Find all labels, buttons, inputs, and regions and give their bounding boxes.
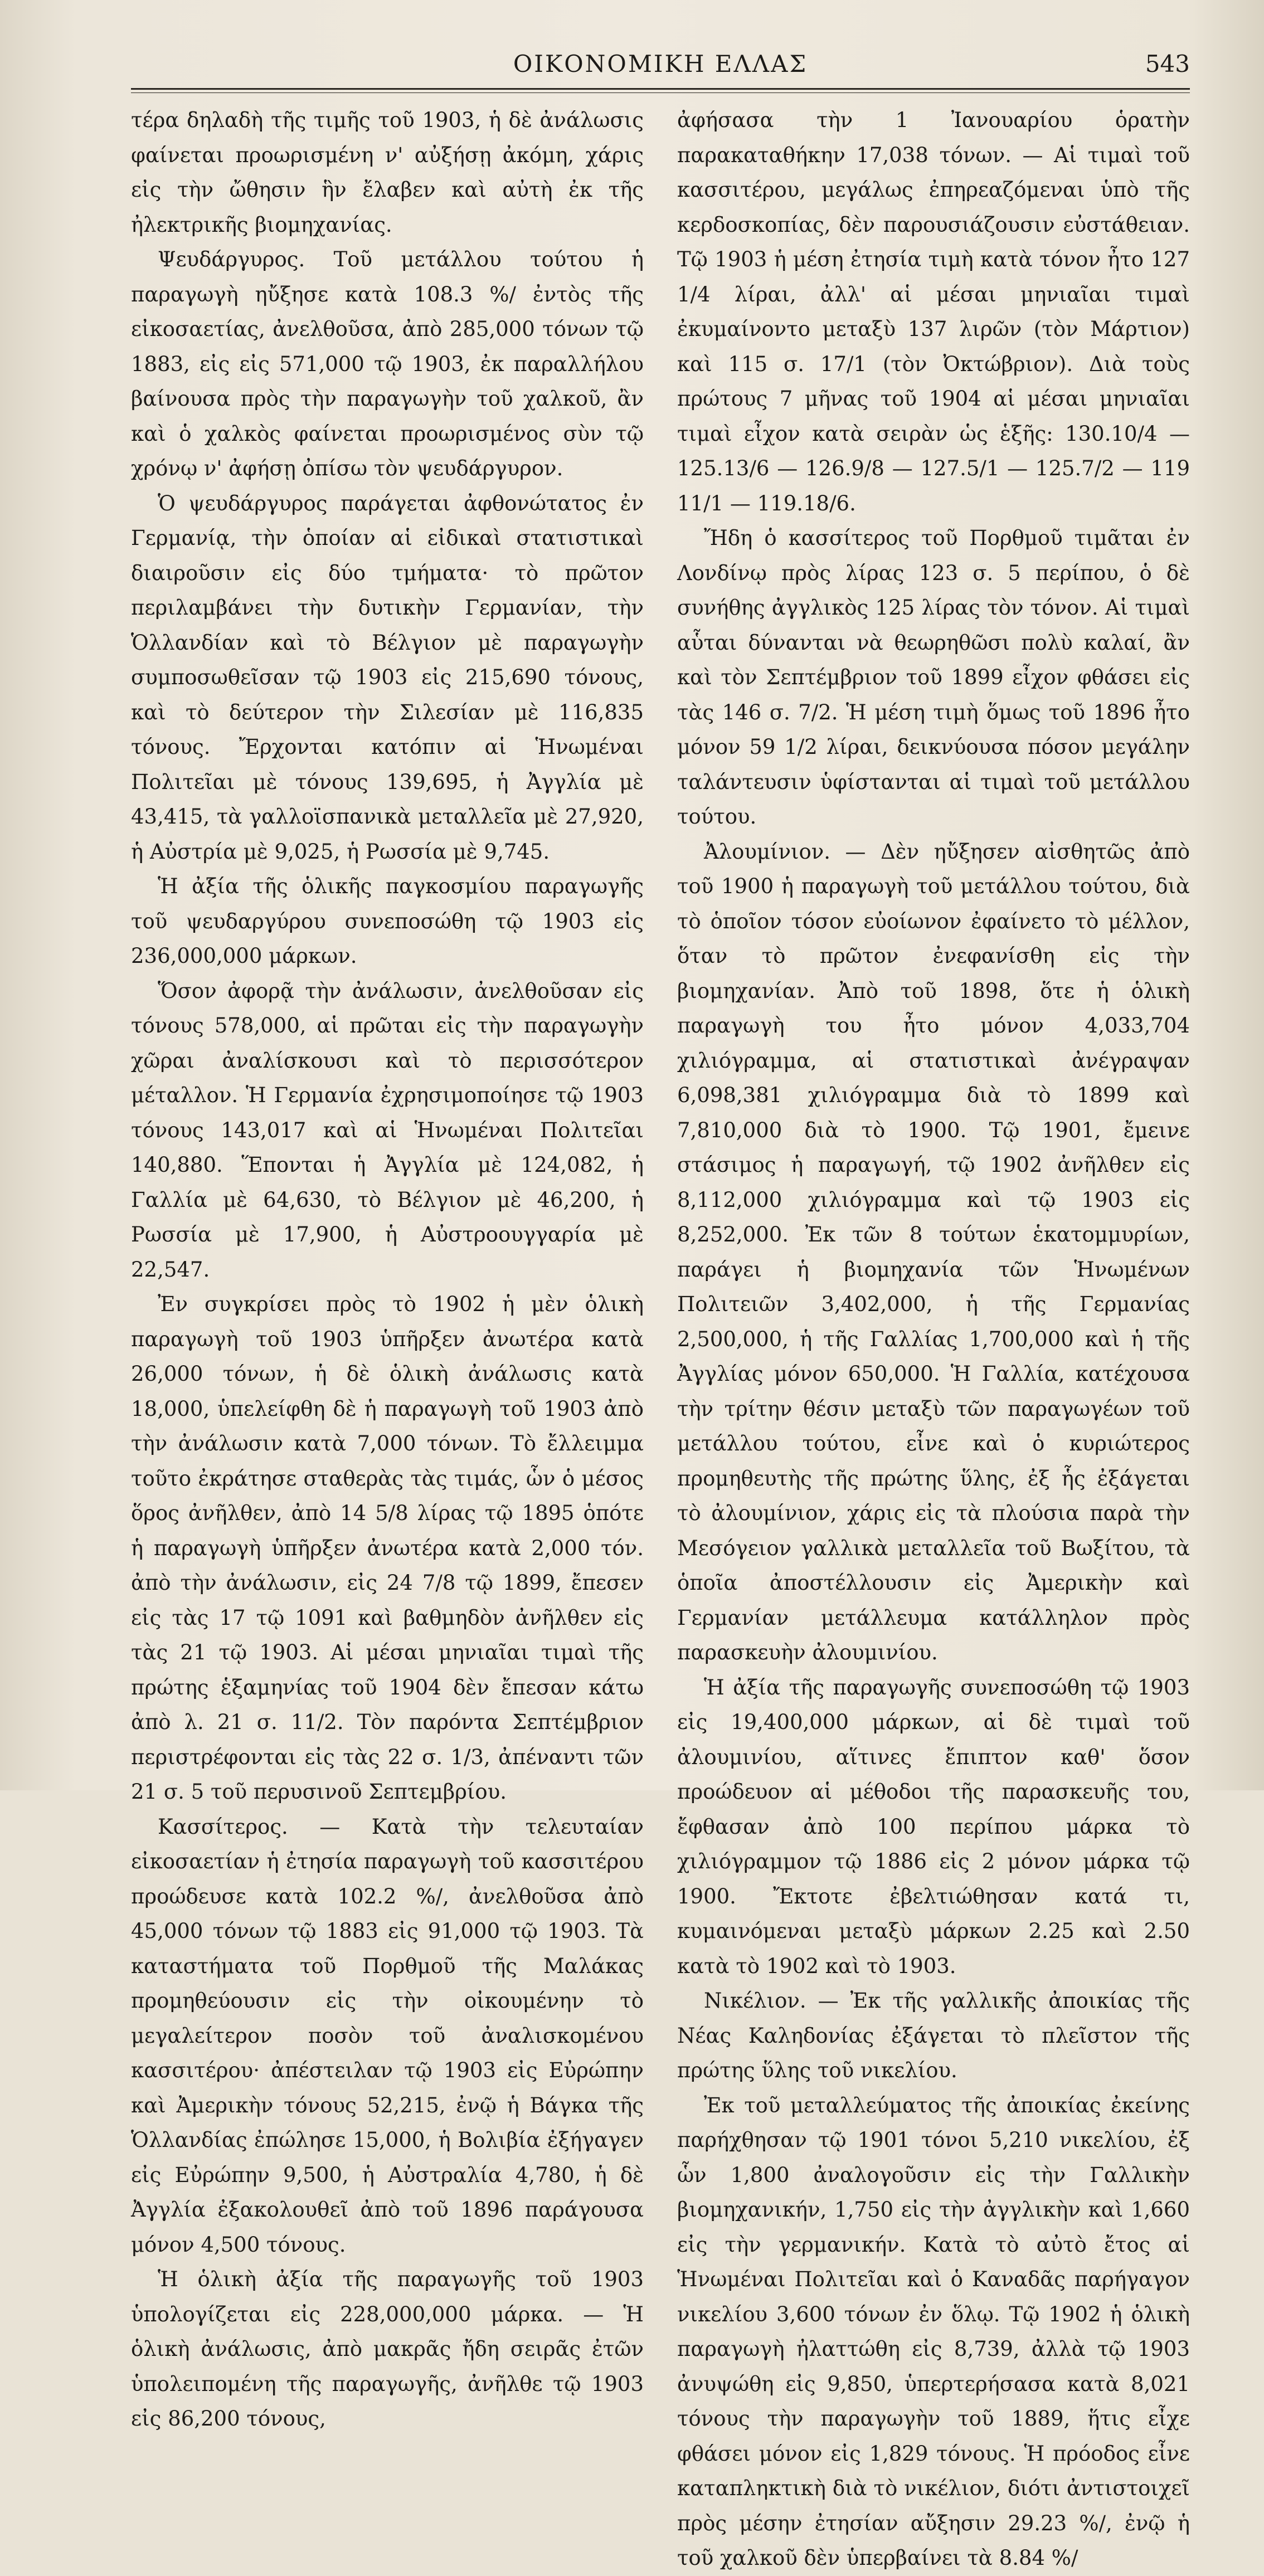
header-rule-thin [131,92,1190,93]
paragraph: ἀφήσασα τὴν 1 Ἰανουαρίου ὁρατὴν παρακαταθήκην 17,038 τόνων. — Αἱ τιμαὶ τοῦ κασσιτέρου, μεγάλως ἐπηρεαζόμεναι ὑπὸ τῆς κερδοσκοπίας, δὲν παρουσιάζουσιν εὐστάθειαν. Τῷ 1903 ἡ μέση ἐτησία τιμὴ κατὰ τόνον ἦτο 127 1/4 λίραι, ἀλλ' αἱ μέσαι μηνιαῖαι τιμαὶ ἐκυμαίνοντο μεταξὺ 137 λιρῶν (τὸν Μάρτιον) καὶ 115 σ. 17/1 (τὸν Ὀκτώβριον). Διὰ τοὺς πρώτους 7 μῆνας τοῦ 1904 αἱ μέσαι μηνιαῖαι τιμαὶ εἶχον κατὰ σειρὰν ὡς ἑξῆς: 130.10/4 — 125.13/6 — 126.9/8 — 127.5/1 — 125.7/2 — 119 11/1 — 119.18/6. [677,108,1190,515]
paragraph-nickel: Νικέλιον. — Ἐκ τῆς γαλλικῆς ἀποικίας τῆς Νέας Καληδονίας ἐξάγεται τὸ πλεῖστον τῆς πρώτης ὕλης τοῦ νικελίου. [677,1989,1190,2082]
paragraph: Ὅσον ἀφορᾷ τὴν ἀνάλωσιν, ἀνελθοῦσαν εἰς τόνους 578,000, αἱ πρῶται εἰς τὴν παραγωγὴν χῶραι ἀναλίσκουσι καὶ τὸ περισσότερον μέταλλον. Ἡ Γερμανία ἐχρησιμοποίησε τῷ 1903 τόνους 143,017 καὶ αἱ Ἡνωμέναι Πολιτεῖαι 140,880. Ἕπονται ἡ Ἀγγλία μὲ 124,082, ἡ Γαλλία μὲ 64,630, τὸ Βέλγιον μὲ 46,200, ἡ Ρωσσία μὲ 17,900, ἡ Αὐστροουγγαρία μὲ 22,547. [131,978,644,1282]
paragraph: Ὁ ψευδάργυρος παράγεται ἀφθονώτατος ἐν Γερμανίᾳ, τὴν ὁποίαν αἱ εἰδικαὶ στατιστικαὶ διαιροῦσιν εἰς δύο τμήματα· τὸ πρῶτον περιλαμβάνει τὴν δυτικὴν Γερμανίαν, τὴν Ὁλλανδίαν καὶ τὸ Βέλγιον μὲ παραγωγὴν συμποσωθεῖσαν τῷ 1903 εἰς 215,690 τόνους, καὶ τὸ δεύτερον τὴν Σιλεσίαν μὲ 116,835 τόνους. Ἔρχονται κατόπιν αἱ Ἡνωμέναι Πολιτεῖαι μὲ τόνους 139,695, ἡ Ἀγγλία μὲ 43,415, τὰ γαλλοϊσπανικὰ μεταλλεῖα μὲ 27,920, ἡ Αὐστρία μὲ 9,025, ἡ Ρωσσία μὲ 9,745. [131,491,644,864]
page-number: 543 [1145,50,1190,77]
paragraph-zinc: Ψευδάργυρος. Τοῦ μετάλλου τούτου ἡ παραγωγὴ ηὔξησε κατὰ 108.3 %/ ἐντὸς τῆς εἰκοσαετίας, ἀνελθοῦσα, ἀπὸ 285,000 τόνων τῷ 1883, εἰς εἰς 571,000 τῷ 1903, ἐκ παραλλήλου βαίνουσα πρὸς τὴν παραγωγὴν τοῦ χαλκοῦ, ἂν καὶ ὁ χαλκὸς φαίνεται προωρισμένος σὺν τῷ χρόνῳ ν' ἀφήσῃ ὀπίσω τὸν ψευδάργυρον. [131,247,644,480]
right-column [677,103,1190,2576]
paragraph-tin: Κασσίτερος. — Κατὰ τὴν τελευταίαν εἰκοσαετίαν ἡ ἐτησία παραγωγὴ τοῦ κασσιτέρου προώδευσε κατὰ 102.2 %/, ἀνελθοῦσα ἀπὸ 45,000 τόνων τῷ 1883 εἰς 91,000 τῷ 1903. Τὰ καταστήματα τοῦ Πορθμοῦ τῆς Μαλάκας προμηθεύουσιν εἰς τὴν οἰκουμένην τὸ μεγαλείτερον ποσὸν τοῦ ἀναλισκομένου κασσιτέρου· ἀπέστειλαν τῷ 1903 εἰς Εὐρώπην καὶ Ἀμερικὴν τόνους 52,215, ἐνῷ ἡ Βάγκα τῆς Ὁλλανδίας ἐπώλησε 15,000, ἡ Βολιβία ἐξήγαγεν εἰς Εὐρώπην 9,500, ἡ Αὐστραλία 4,780, ἡ δὲ Ἀγγλία ἐξακολουθεῖ ἀπὸ τοῦ 1896 παράγουσα μόνον 4,500 τόνους. [131,1814,644,2257]
header-rule [131,88,1190,90]
paragraph: Ἐν συγκρίσει πρὸς τὸ 1902 ἡ μὲν ὁλικὴ παραγωγὴ τοῦ 1903 ὑπῆρξεν ἀνωτέρα κατὰ 26,000 τόνων, ἡ δὲ ὁλικὴ ἀνάλωσις κατὰ 18,000, ὑπελείφθη δὲ ἡ παραγωγὴ τοῦ 1903 ἀπὸ τὴν ἀνάλωσιν κατὰ 7,000 τόνων. Τὸ ἔλλειμμα τοῦτο ἐκράτησε σταθερὰς τὰς τιμάς, ὧν ὁ μέσος ὅρος ἀνῆλθεν, ἀπὸ 14 5/8 λίρας τῷ 1895 ὁπότε ἡ παραγωγὴ ὑπῆρξεν ἀνωτέρα κατὰ 2,000 τόν. ἀπὸ τὴν ἀνάλωσιν, εἰς 24 7/8 τῷ 1899, ἔπεσεν εἰς τὰς 17 τῷ 1091 καὶ βαθμηδὸν ἀνῆλθεν εἰς τὰς 21 τῷ 1903. Αἱ μέσαι μηνιαῖαι τιμαὶ τῆς πρώτης ἑξαμηνίας τοῦ 1904 δὲν ἔπεσαν κάτω ἀπὸ λ. 21 σ. 11/2. Τὸν παρόντα Σεπτέμβριον περιστρέφονται εἰς τὰς 22 σ. 1/3, ἀπέναντι τῶν 21 σ. 5 τοῦ περυσινοῦ Σεπτεμβρίου. [131,1292,644,1804]
paragraph: Ἡ ἀξία τῆς ὁλικῆς παγκοσμίου παραγωγῆς τοῦ ψευδαργύρου συνεποσώθη τῷ 1903 εἰς 236,000,000 μάρκων. [131,874,644,968]
paragraph: Ἐκ τοῦ μεταλλεύματος τῆς ἀποικίας ἐκείνης παρήχθησαν τῷ 1901 τόνοι 5,210 νικελίου, ἐξ ὧν 1,800 ἀναλογοῦσιν εἰς τὴν Γαλλικὴν βιομηχανικήν, 1,750 εἰς τὴν ἀγγλικὴν καὶ 1,660 εἰς τὴν γερμανικήν. Κατὰ τὸ αὐτὸ ἔτος αἱ Ἡνωμέναι Πολιτεῖαι καὶ ὁ Καναδᾶς παρήγαγον νικελίου 3,600 τόνων ἐν ὅλῳ. Τῷ 1902 ἡ ὁλικὴ παραγωγὴ ἠλαττώθη εἰς 8,739, ἀλλὰ τῷ 1903 ἀνυψώθη εἰς 9,850, ὑπερτερήσασα κατὰ 8,021 τόνους τὴν παραγωγὴν τοῦ 1889, ἥτις εἶχε φθάσει μόνον εἰς 1,829 τόνους. Ἡ πρόοδος εἶνε καταπληκτικὴ διὰ τὸ νικέλιον, διότι ἀντιστοιχεῖ πρὸς μέσην ἐτησίαν αὔξησιν 29.23 %/, ἐνῷ ἡ τοῦ χαλκοῦ δὲν ὑπερβαίνει τὰ 8.84 %/ [677,2093,1190,2570]
left-column [131,103,644,2437]
running-header [131,45,1190,84]
paragraph: Ἡ ἀξία τῆς παραγωγῆς συνεποσώθη τῷ 1903 εἰς 19,400,000 μάρκων, αἱ δὲ τιμαὶ τοῦ ἀλουμινίου, αἵτινες ἔπιπτον καθ' ὅσον προώδευον αἱ μέθοδοι τῆς παρασκευῆς του, ἔφθασαν ἀπὸ 100 περίπου μάρκα τὸ χιλιόγραμμον τῷ 1886 εἰς 2 μόνον μάρκα τῷ 1900. Ἔκτοτε ἐβελτιώθησαν κατά τι, κυμαινόμεναι μεταξὺ μάρκων 2.25 καὶ 2.50 κατὰ τὸ 1902 καὶ τὸ 1903. [677,1675,1190,1978]
paragraph: Ἤδη ὁ κασσίτερος τοῦ Πορθμοῦ τιμᾶται ἐν Λονδίνῳ πρὸς λίρας 123 σ. 5 περίπου, ὁ δὲ συνήθης ἀγγλικὸς 125 λίρας τὸν τόνον. Αἱ τιμαὶ αὗται δύνανται νὰ θεωρηθῶσι πολὺ καλαί, ἂν καὶ τὸν Σεπτέμβριον τοῦ 1899 εἶχον φθάσει εἰς τὰς 146 σ. 7/2. Ἡ μέση τιμὴ ὅμως τοῦ 1896 ἦτο μόνον 59 1/2 λίραι, δεικνύουσα πόσον μεγάλην ταλάντευσιν ὑφίστανται αἱ τιμαὶ τοῦ μετάλλου τούτου. [677,526,1190,829]
paragraph: Ἡ ὁλικὴ ἀξία τῆς παραγωγῆς τοῦ 1903 ὑπολογίζεται εἰς 228,000,000 μάρκα. — Ἡ ὁλικὴ ἀνάλωσις, ἀπὸ μακρᾶς ἤδη σειρᾶς ἐτῶν ὑπολειπομένη τῆς παραγωγῆς, ἀνῆλθε τῷ 1903 εἰς 86,200 τόνους, [131,2267,644,2431]
running-title: ΟΙΚΟΝΟΜΙΚΗ ΕΛΛΑΣ [513,50,808,77]
paragraph: τέρα δηλαδὴ τῆς τιμῆς τοῦ 1903, ἡ δὲ ἀνάλωσις φαίνεται προωρισμένη ν' αὐξήσῃ ἀκόμη, χάρις εἰς τὴν ὤθησιν ἣν ἔλαβεν καὶ αὐτὴ ἐκ τῆς ἠλεκτρικῆς βιομηχανίας. [131,108,644,237]
paragraph-aluminium: Ἀλουμίνιον. — Δὲν ηὔξησεν αἰσθητῶς ἀπὸ τοῦ 1900 ἡ παραγωγὴ τοῦ μετάλλου τούτου, διὰ τὸ ὁποῖον τόσον εὐοίωνον ἐφαίνετο τὸ μέλλον, ὅταν τὸ πρῶτον ἐνεφανίσθη εἰς τὴν βιομηχανίαν. Ἀπὸ τοῦ 1898, ὅτε ἡ ὁλικὴ παραγωγὴ του ἦτο μόνον 4,033,704 χιλιόγραμμα, αἱ στατιστικαὶ ἀνέγραψαν 6,098,381 χιλιόγραμμα διὰ τὸ 1899 καὶ 7,810,000 διὰ τὸ 1900. Τῷ 1901, ἔμεινε στάσιμος ἡ παραγωγή, τῷ 1902 ἀνῆλθεν εἰς 8,112,000 χιλιόγραμμα καὶ τῷ 1903 εἰς 8,252,000. Ἐκ τῶν 8 τούτων ἑκατομμυρίων, παράγει ἡ βιομηχανία τῶν Ἡνωμένων Πολιτειῶν 3,402,000, ἡ τῆς Γερμανίας 2,500,000, ἡ τῆς Γαλλίας 1,700,000 καὶ ἡ τῆς Ἀγγλίας μόνον 650,000. Ἡ Γαλλία, κατέχουσα τὴν τρίτην θέσιν μεταξὺ τῶν παραγωγέων τοῦ μετάλλου τούτου, εἶνε καὶ ὁ κυριώτερος προμηθευτὴς τῆς πρώτης ὕλης, ἐξ ἧς ἐξάγεται τὸ ἀλουμίνιον, χάρις εἰς τὰ πλούσια παρὰ τὴν Μεσόγειον γαλλικὰ μεταλλεῖα τοῦ Βωξίτου, τὰ ὁποῖα ἀποστέλλουσιν εἰς Ἀμερικὴν καὶ Γερμανίαν μετάλλευμα κατάλληλον πρὸς παρασκευὴν ἀλουμινίου. [677,839,1190,1664]
